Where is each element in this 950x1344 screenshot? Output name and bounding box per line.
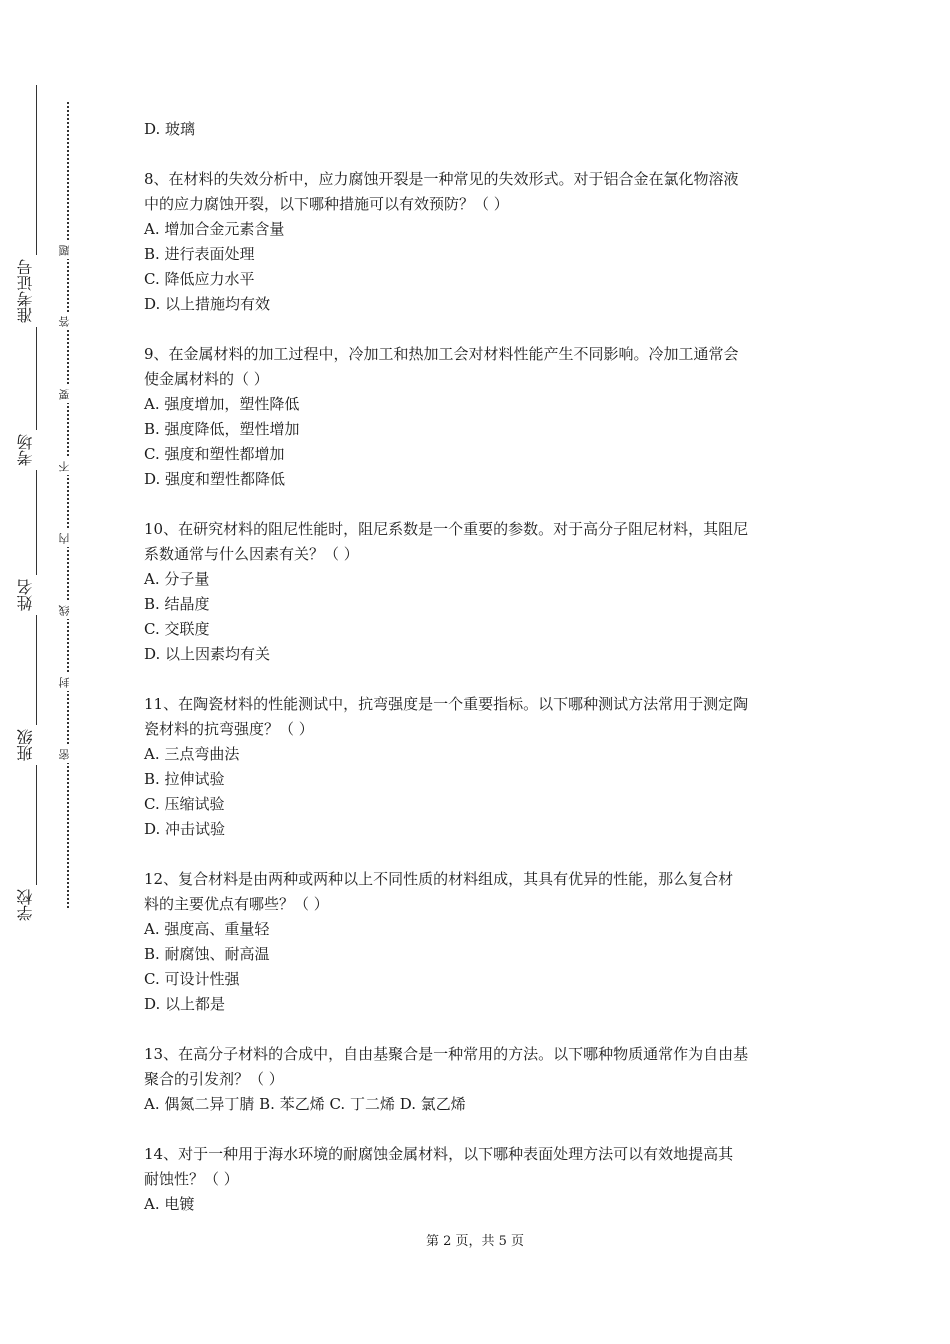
question-stem-line: 14、对于一种用于海水环境的耐腐蚀金属材料，以下哪种表面处理方法可以有效地提高其 bbox=[144, 1145, 734, 1163]
page-number-footer: 第 2 页，共 5 页 bbox=[425, 1234, 525, 1249]
question-stem-line: 系数通常与什么因素有关？（ ） bbox=[144, 545, 359, 563]
question-stem-line: 耐蚀性？（ ） bbox=[144, 1170, 239, 1188]
option: B. 进行表面处理 bbox=[144, 245, 255, 263]
option: A. 三点弯曲法 bbox=[144, 745, 240, 763]
field-exam-room-label: 考场 bbox=[18, 430, 58, 470]
seal-char: 要 bbox=[59, 386, 75, 403]
option: A. 强度高、重量轻 bbox=[144, 920, 270, 938]
question-9 bbox=[144, 342, 810, 492]
seal-char: 线 bbox=[59, 602, 75, 619]
inline-options: A. 偶氮二异丁腈 B. 苯乙烯 C. 丁二烯 D. 氯乙烯 bbox=[144, 1095, 466, 1113]
question-stem-line: 8、在材料的失效分析中，应力腐蚀开裂是一种常见的失效形式。对于铝合金在氯化物溶液 bbox=[144, 170, 739, 188]
option: D. 冲击试验 bbox=[144, 820, 226, 838]
seal-dotted-line bbox=[67, 102, 69, 908]
seal-char: 不 bbox=[59, 458, 75, 475]
option: D. 以上措施均有效 bbox=[144, 295, 271, 313]
question-stem-line: 中的应力腐蚀开裂，以下哪种措施可以有效预防？（ ） bbox=[144, 195, 509, 213]
seal-char: 封 bbox=[59, 674, 75, 691]
question-stem-line: 10、在研究材料的阻尼性能时，阻尼系数是一个重要的参数。对于高分子阻尼材料，其阻尼 bbox=[144, 520, 749, 538]
question-14 bbox=[144, 1142, 810, 1217]
seal-char: 题 bbox=[59, 242, 75, 259]
exam-content bbox=[144, 117, 810, 1217]
question-stem-line: 聚合的引发剂？（ ） bbox=[144, 1070, 284, 1088]
question-8 bbox=[144, 167, 810, 317]
field-name-label: 姓名 bbox=[18, 575, 58, 615]
seal-char: 答 bbox=[59, 313, 75, 330]
option: B. 结晶度 bbox=[144, 595, 210, 613]
question-13 bbox=[144, 1042, 810, 1117]
field-class-label: 班级 bbox=[18, 725, 58, 765]
option: D. 以上都是 bbox=[144, 995, 226, 1013]
option: A. 增加合金元素含量 bbox=[144, 220, 285, 238]
question-stem-line: 瓷材料的抗弯强度？（ ） bbox=[144, 720, 314, 738]
question-stem-line: 13、在高分子材料的合成中，自由基聚合是一种常用的方法。以下哪种物质通常作为自由基 bbox=[144, 1045, 749, 1063]
option: D. 强度和塑性都降低 bbox=[144, 470, 286, 488]
option: D. 以上因素均有关 bbox=[144, 645, 271, 663]
question-stem-line: 使金属材料的（ ） bbox=[144, 370, 269, 388]
question-stem-line: 料的主要优点有哪些？（ ） bbox=[144, 895, 329, 913]
option: B. 耐腐蚀、耐高温 bbox=[144, 945, 270, 963]
option: C. 交联度 bbox=[144, 620, 210, 638]
field-exam-number-label: 准考证号 bbox=[18, 255, 58, 327]
option: B. 拉伸试验 bbox=[144, 770, 225, 788]
option: C. 降低应力水平 bbox=[144, 270, 255, 288]
option: C. 压缩试验 bbox=[144, 795, 225, 813]
option: A. 分子量 bbox=[144, 570, 210, 588]
question-10 bbox=[144, 517, 810, 667]
binding-margin bbox=[0, 0, 110, 1344]
question-stem-line: 12、复合材料是由两种或两种以上不同性质的材料组成，其具有优异的性能，那么复合材 bbox=[144, 870, 734, 888]
seal-char: 内 bbox=[59, 530, 75, 547]
seal-char: 密 bbox=[59, 746, 75, 763]
option: A. 强度增加，塑性降低 bbox=[144, 395, 300, 413]
field-school-label: 学校 bbox=[18, 885, 58, 925]
question-12 bbox=[144, 867, 810, 1017]
binding-rule-line bbox=[36, 85, 37, 925]
option: A. 电镀 bbox=[144, 1195, 195, 1213]
option: C. 可设计性强 bbox=[144, 970, 240, 988]
question-stem-line: 9、在金属材料的加工过程中，冷加工和热加工会对材料性能产生不同影响。冷加工通常会 bbox=[144, 345, 739, 363]
option: C. 强度和塑性都增加 bbox=[144, 445, 285, 463]
question-stem-line: 11、在陶瓷材料的性能测试中，抗弯强度是一个重要指标。以下哪种测试方法常用于测定陶 bbox=[144, 695, 749, 713]
continued-option: D. 玻璃 bbox=[144, 120, 196, 138]
question-11 bbox=[144, 692, 810, 842]
option: B. 强度降低，塑性增加 bbox=[144, 420, 300, 438]
